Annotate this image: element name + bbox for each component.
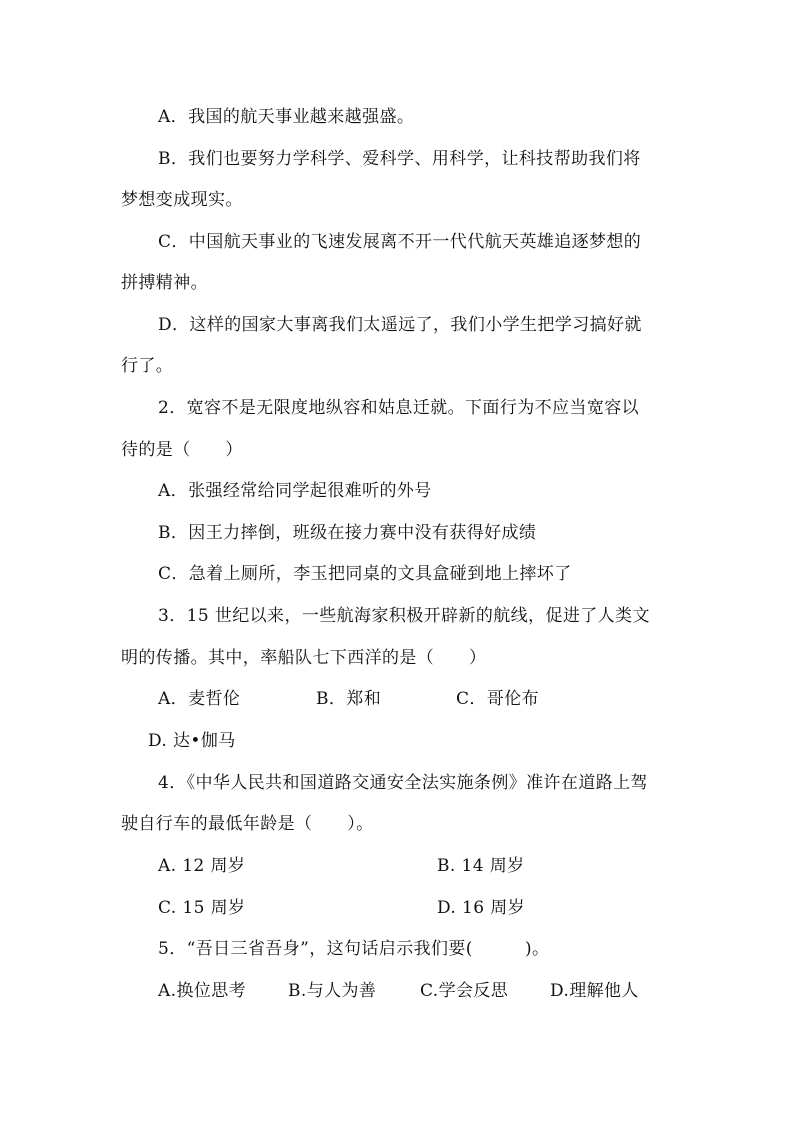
q3-option-c: C．哥伦布 <box>456 689 540 709</box>
q1-option-c-line1: C．中国航天事业的飞速发展离不开一代代航天英雄追逐梦想的 <box>158 232 642 252</box>
q1-option-b-line1: B．我们也要努力学科学、爱科学、用科学，让科技帮助我们将 <box>158 149 641 169</box>
q3-option-d: D. 达•伽马 <box>148 731 236 751</box>
q2-option-a: A．张强经常给同学起很难听的外号 <box>158 481 432 501</box>
q2-stem-line2: 待的是（ ） <box>121 440 243 460</box>
q4-option-d: D. 16 周岁 <box>437 898 526 918</box>
q5-option-c: C.学会反思 <box>420 981 509 1001</box>
q2-option-b: B．因王力摔倒，班级在接力赛中没有获得好成绩 <box>158 523 537 543</box>
q5-option-d: D.理解他人 <box>550 981 639 1001</box>
q3-stem-line1: 3．15 世纪以来，一些航海家积极开辟新的航线，促进了人类文 <box>158 606 650 626</box>
q5-option-a: A.换位思考 <box>158 981 247 1001</box>
q3-option-b: B．郑和 <box>316 689 382 709</box>
q4-option-a: A. 12 周岁 <box>158 856 246 876</box>
q4-stem-line1: 4．《中华人民共和国道路交通安全法实施条例》准许在道路上驾 <box>158 773 648 793</box>
q4-stem-line2: 驶自行车的最低年龄是（ ）。 <box>121 814 374 834</box>
q2-option-c: C．急着上厕所，李玉把同桌的文具盒碰到地上摔坏了 <box>158 564 572 584</box>
q1-option-d-line2: 行了。 <box>121 356 174 376</box>
q1-option-b-line2: 梦想变成现实。 <box>121 190 243 210</box>
q1-option-c-line2: 拼搏精神。 <box>121 273 208 293</box>
q2-stem-line1: 2．宽容不是无限度地纵容和姑息迁就。下面行为不应当宽容以 <box>158 398 640 418</box>
q4-option-b: B. 14 周岁 <box>437 856 525 876</box>
q3-option-a: A．麦哲伦 <box>158 689 241 709</box>
q1-option-a: A．我国的航天事业越来越强盛。 <box>158 107 415 127</box>
q5-stem: 5．“吾日三省吾身”，这句话启示我们要( )。 <box>158 939 550 959</box>
q4-option-c: C. 15 周岁 <box>158 898 246 918</box>
q5-option-b: B.与人为善 <box>288 981 377 1001</box>
q1-option-d-line1: D．这样的国家大事离我们太遥远了，我们小学生把学习搞好就 <box>158 315 642 335</box>
q3-stem-line2: 明的传播。其中，率船队七下西洋的是（ ） <box>121 648 487 668</box>
